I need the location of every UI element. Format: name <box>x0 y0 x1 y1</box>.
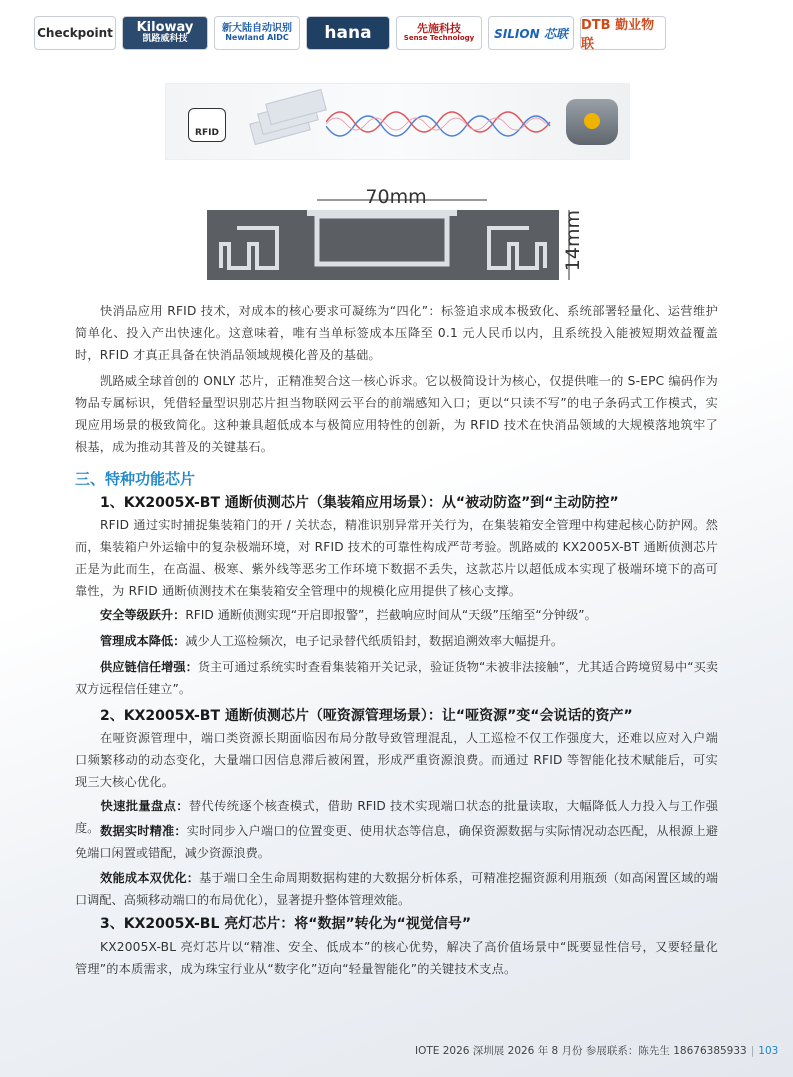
rfid-hero-image <box>165 83 630 160</box>
point-item: 管理成本降低：减少人工巡检频次，电子记录替代纸质铅封，数据追溯效率大幅提升。 <box>100 634 564 648</box>
point-item: 安全等级跃升：RFID 通断侦测实现“开启即报警”，拦截响应时间从“天级”压缩至“分钟级”。 <box>100 608 597 622</box>
section-title: 三、特种功能芯片 <box>75 470 196 488</box>
paragraph: 凯路威全球首创的 ONLY 芯片，正精准契合这一核心诉求。它以极简设计为核心，仅提供唯一的 S-EPC 编码作为物品专属标识，凭借轻量型识别芯片担当物联网云平台的前端感知入口；更以“只读不写”的电子条码式工作模式，实现应用场景的极致简化。这种兼具超低成本与极简应用特性的创新，为 RFID 技术在快消品领域的大规模落地筑牢了根基，成为推动其普及的关键基石。 <box>75 374 718 454</box>
subsection-3-text <box>75 936 718 984</box>
dtb-logo: DTB 勤业物联 <box>580 16 666 50</box>
subsection-title-2: 2、KX2005X-BT 通断侦测芯片（哑资源管理场景）：让“哑资源”变“会说话的资产” <box>100 708 633 724</box>
paragraph: RFID 通过实时捕捉集装箱门的开 / 关状态，精准识别异常开关行为，在集装箱安全管理中构建起核心防护网。然而，集装箱户外运输中的复杂极端环境，对 RFID 技术的可靠性构成严苛考验。凯路威的 KX2005X-BT 通断侦测芯片正是为此而生，在高温、极寒、紫外线等恶劣工作环境下数据不丢失，这款芯片以超低成本实现了极端环境下的高可靠性，为 RFID 通断侦测技术在集装箱安全管理中的规模化应用提供了核心支撑。 <box>75 518 718 598</box>
sense-logo: 先施科技 Sense Technology <box>396 16 482 50</box>
intro-text <box>75 300 718 462</box>
subsection-title-1: 1、KX2005X-BT 通断侦测芯片（集装箱应用场景）：从“被动防盗”到“主动防控” <box>100 495 619 511</box>
rfid-icon: RFID <box>188 108 226 142</box>
sponsor-logo-bar <box>34 16 764 54</box>
page-footer: IOTE 2026 深圳展 2026 年 8 月份 参展联系：陈先生 18676385933 | 103 <box>415 1045 779 1057</box>
signal-waves-icon <box>326 92 556 152</box>
silion-logo: SILION 芯联 <box>488 16 574 50</box>
paragraph: KX2005X-BL 亮灯芯片以“精准、安全、低成本”的核心优势，解决了高价值场景中“既要显性信号，又要轻量化管理”的本质需求，成为珠宝行业从“数字化”迈向“轻量智能化”的关键技术支点。 <box>75 940 718 976</box>
page-number: 103 <box>758 1045 779 1057</box>
newland-logo: 新大陆自动识别 Newland AIDC <box>214 16 300 50</box>
antenna-dimension-diagram <box>207 188 592 288</box>
subsection-1-text <box>75 514 718 606</box>
rfid-tags-illustration <box>251 94 321 149</box>
point-item: 快速批量盘点：替代传统逐个核查模式，借助 RFID 技术实现端口状态的批量读取，大幅降低人力投入与工作强度。 <box>75 799 718 835</box>
point-item: 供应链信任增强：货主可通过系统实时查看集装箱开关记录，验证货物“未被非法接触”，尤其适合跨境贸易中“买卖双方远程信任建立”。 <box>75 660 718 696</box>
width-dimension-label: 70mm <box>365 186 427 208</box>
subsection-2-text <box>75 727 718 797</box>
subsection-title-3: 3、KX2005X-BL 亮灯芯片：将“数据”转化为“视觉信号” <box>100 916 472 932</box>
hana-logo: hana <box>306 16 390 50</box>
rfid-reader-illustration <box>566 99 618 145</box>
kiloway-logo: Kiloway 凯路威科技 <box>122 16 208 50</box>
paragraph: 快消品应用 RFID 技术，对成本的核心要求可凝练为“四化”：标签追求成本极致化、系统部署轻量化、运营维护简单化、投入产出快速化。这意味着，唯有当单标签成本压降至 0.1 元人民币以内，且系统投入能被短期效益覆盖时，RFID 才真正具备在快消品领域规模化普及的基础。 <box>75 304 718 362</box>
point-item: 效能成本双优化：基于端口全生命周期数据构建的大数据分析体系，可精准挖掘资源利用瓶颈（如高闲置区域的端口调配、高频移动端口的布局优化），显著提升整体管理效能。 <box>75 871 719 907</box>
paragraph: 在哑资源管理中，端口类资源长期面临因布局分散导致管理混乱，人工巡检不仅工作强度大，还难以应对入户端口频繁移动的动态变化，大量端口因信息滞后被闲置，形成严重资源浪费。而通过 RFID 等智能化技术赋能后，可实现三大核心优化。 <box>75 731 718 789</box>
height-dimension-label: 14mm <box>562 210 584 272</box>
checkpoint-logo: Checkpoint <box>34 16 116 50</box>
footer-contact: IOTE 2026 深圳展 2026 年 8 月份 参展联系：陈先生 18676385933 <box>415 1045 747 1057</box>
point-item: 数据实时精准：实时同步入户端口的位置变更、使用状态等信息，确保资源数据与实际情况动态匹配，从根源上避免端口闲置或错配，减少资源浪费。 <box>75 824 719 860</box>
